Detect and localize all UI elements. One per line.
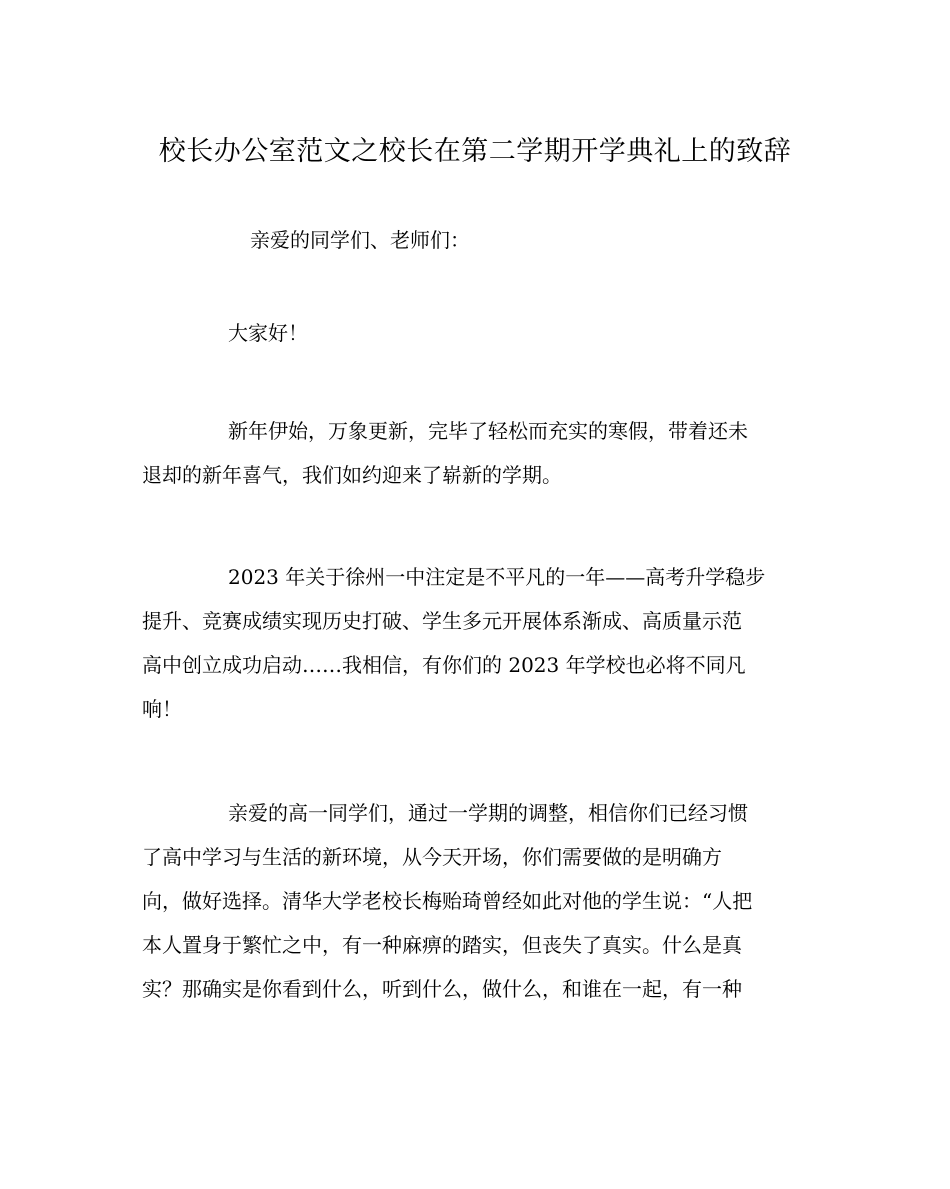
paragraph-line: 本人置身于繁忙之中，有一种麻痹的踏实，但丧失了真实。什么是真	[142, 933, 742, 957]
paragraph-line: 实？那确实是你看到什么，听到什么，做什么，和谁在一起，有一种	[142, 977, 742, 1001]
paragraph-line: 退却的新年喜气，我们如约迎来了崭新的学期。	[142, 463, 562, 487]
greeting-text: 大家好！	[228, 321, 308, 345]
document-title: 校长办公室范文之校长在第二学期开学典礼上的致辞	[158, 136, 792, 167]
paragraph-line: 向，做好选择。清华大学老校长梅贻琦曾经如此对他的学生说：“人把	[142, 889, 753, 913]
paragraph-line: 响！	[142, 697, 182, 721]
paragraph-line: 2023 年关于徐州一中注定是不平凡的一年——高考升学稳步	[228, 565, 766, 589]
paragraph-line: 亲爱的高一同学们，通过一学期的调整，相信你们已经习惯	[228, 801, 748, 825]
salutation: 亲爱的同学们、老师们：	[250, 228, 470, 252]
greeting-paragraph	[142, 311, 812, 355]
paragraph-line: 高中创立成功启动……我相信，有你们的 2023 年学校也必将不同凡	[142, 653, 746, 677]
paragraph-line: 新年伊始，万象更新，完毕了轻松而充实的寒假，带着还未	[228, 419, 748, 443]
paragraph-1	[142, 409, 812, 497]
paragraph-line: 了高中学习与生活的新环境，从今天开场，你们需要做的是明确方	[142, 845, 722, 869]
paragraph-line: 提升、竞赛成绩实现历史打破、学生多元开展体系渐成、高质量示范	[142, 609, 742, 633]
paragraph-3	[142, 791, 812, 1011]
paragraph-2	[142, 555, 812, 731]
